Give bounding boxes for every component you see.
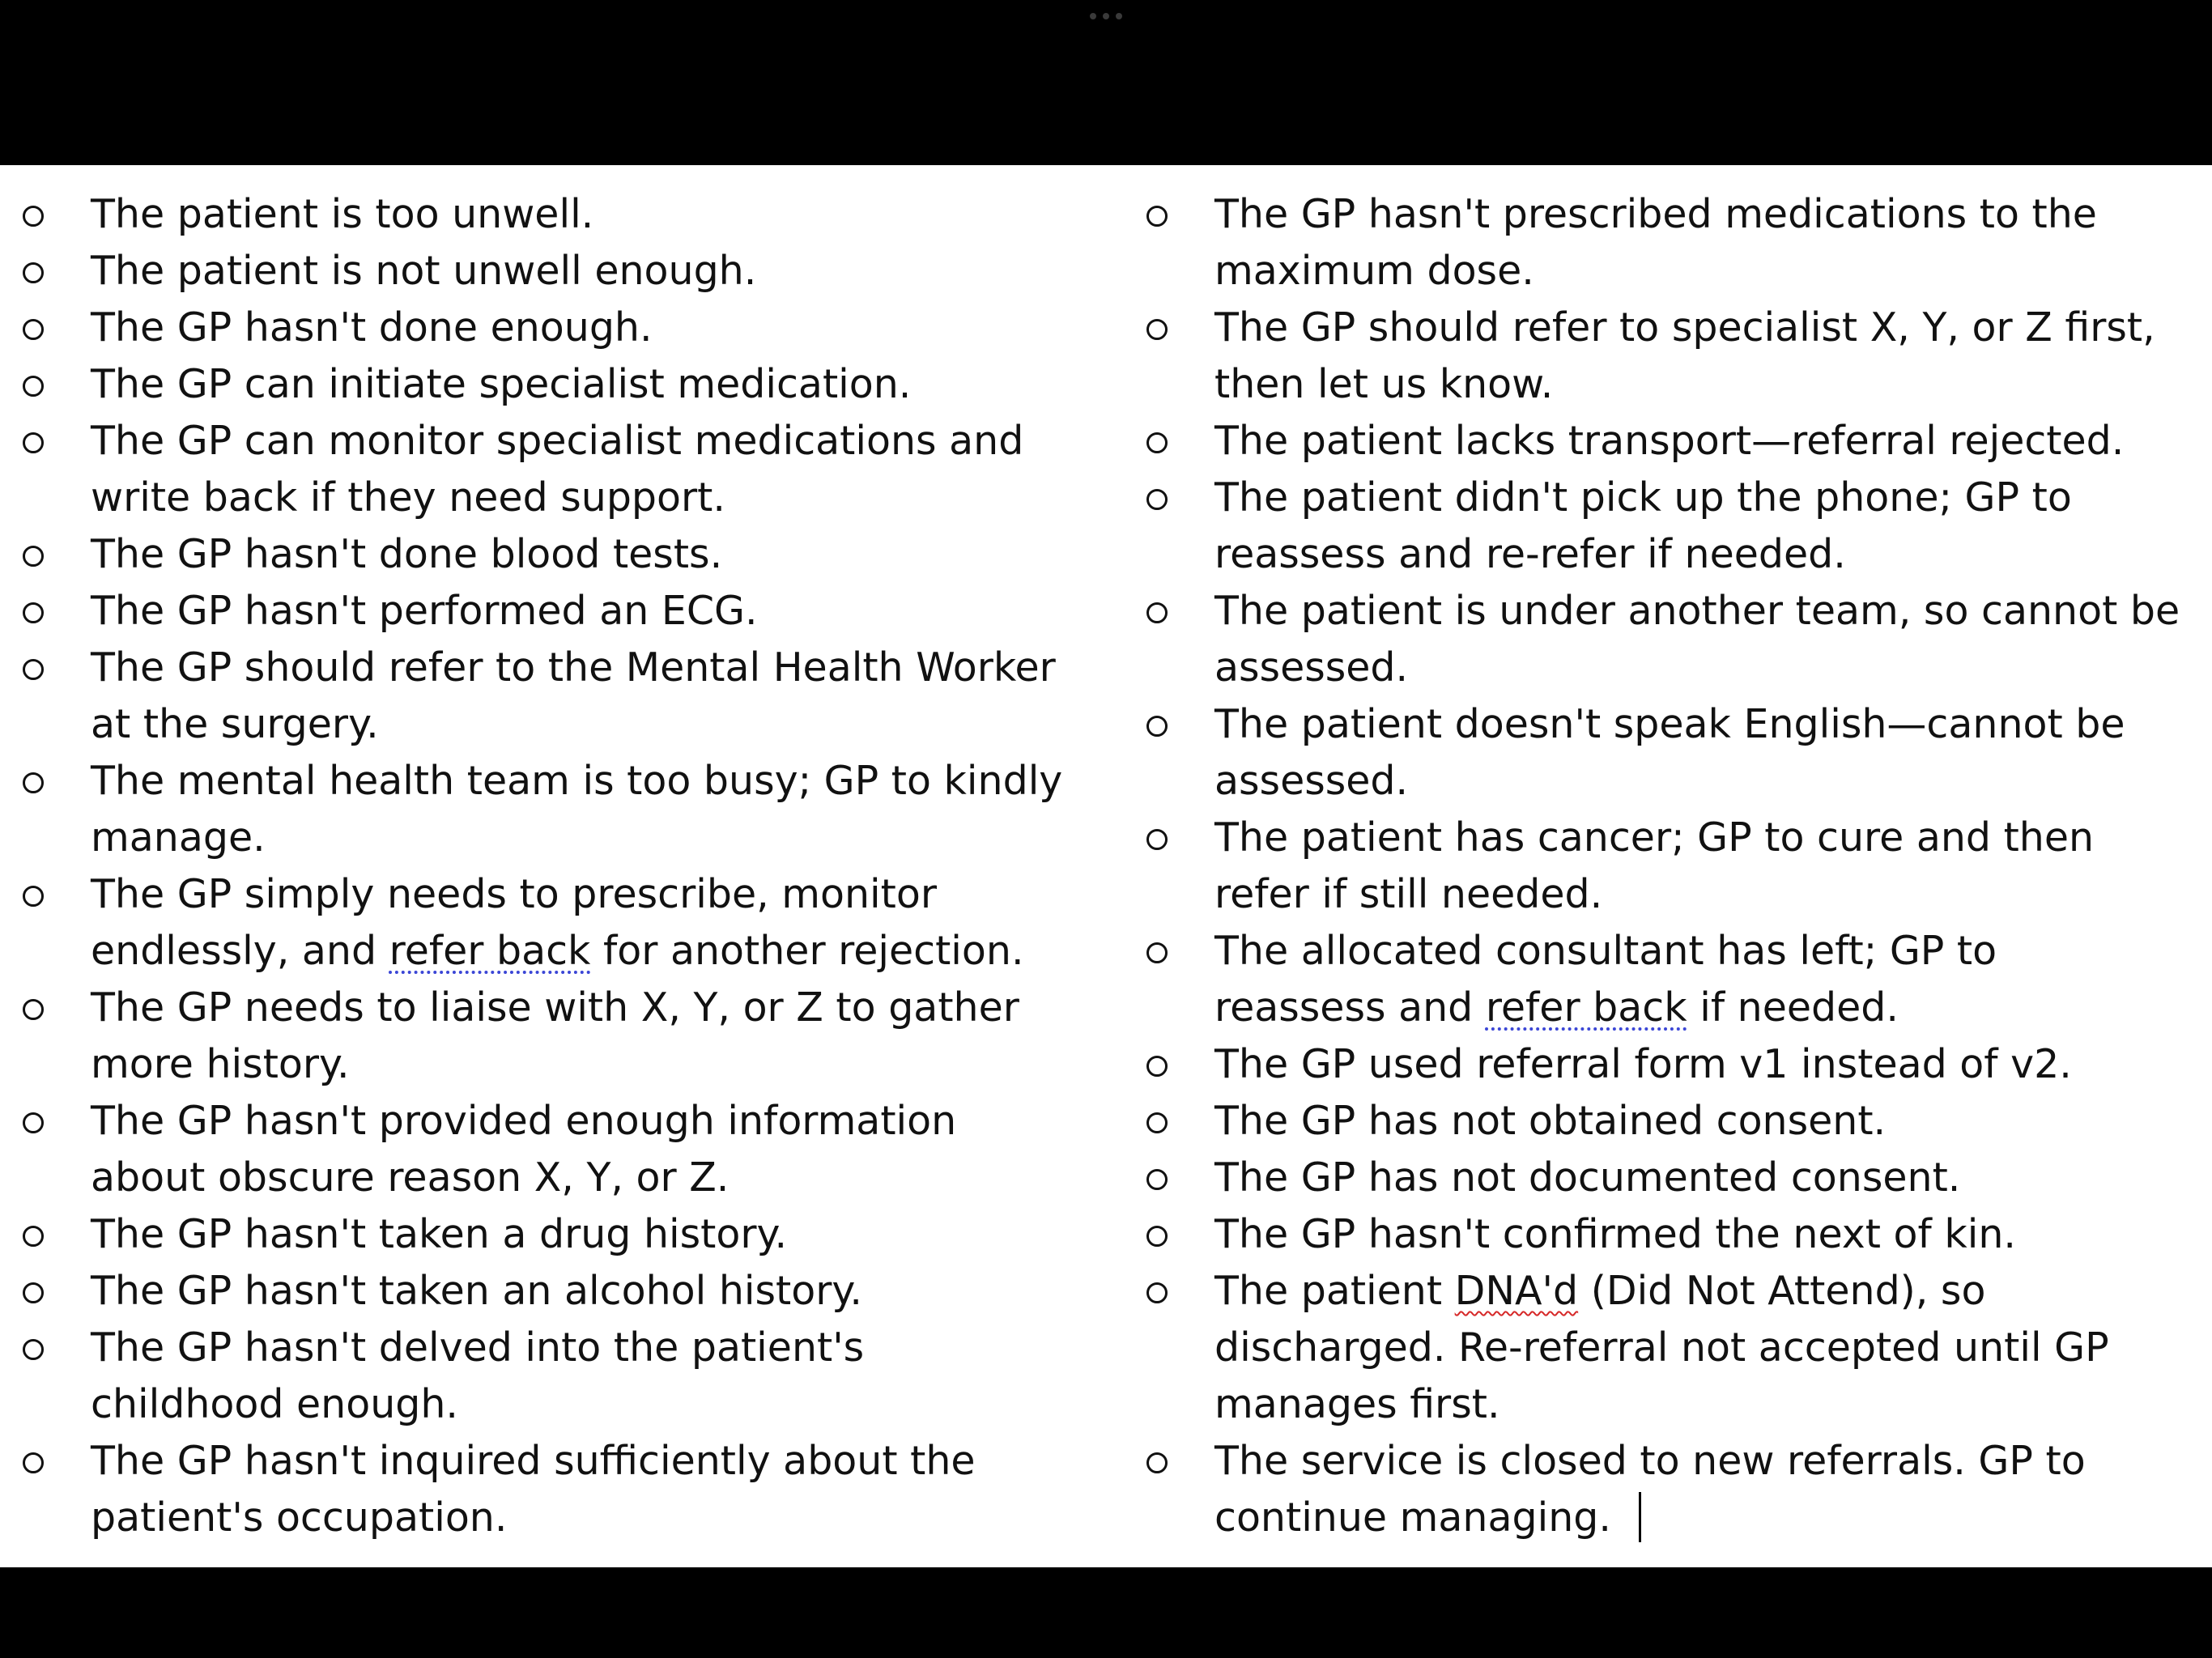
text-line-with-proofing: reassess and refer back if needed.	[1214, 984, 1899, 1031]
bullet-circle-icon	[1146, 1452, 1168, 1473]
bullet-circle-icon	[23, 1282, 44, 1303]
bullet-circle-icon	[1146, 1056, 1168, 1077]
bullet-circle-icon	[1146, 829, 1168, 850]
list-item[interactable]: The GP hasn't taken an alcohol history.	[23, 1263, 1100, 1320]
bullet-circle-icon	[1146, 942, 1168, 963]
document-page[interactable]	[0, 165, 2212, 1567]
bullet-circle-icon	[23, 772, 44, 793]
bullet-circle-icon	[23, 886, 44, 907]
list-item[interactable]: The GP needs to liaise with X, Y, or Z to gather more history.	[23, 980, 1100, 1093]
bullet-circle-icon	[1146, 489, 1168, 510]
bullet-circle-icon	[1146, 206, 1168, 227]
bullet-circle-icon	[23, 1452, 44, 1473]
list-item[interactable]: The GP hasn't prescribed medications to the maximum dose.	[1146, 186, 2199, 300]
list-item[interactable]: The GP has not documented consent.	[1146, 1150, 2199, 1206]
bullet-circle-icon	[23, 206, 44, 227]
text-line-with-proofing: The patient DNA'd (Did Not Attend), so	[1214, 1268, 1986, 1314]
list-item[interactable]: The GP hasn't delved into the patient's childhood enough.	[23, 1320, 1100, 1433]
bullet-circle-icon	[23, 262, 44, 283]
bullet-circle-icon	[23, 546, 44, 567]
list-item[interactable]: The GP hasn't done enough.	[23, 300, 1100, 356]
list-item[interactable]: The patient doesn't speak English—cannot be assessed.	[1146, 696, 2199, 810]
list-item[interactable]: The GP hasn't taken a drug history.	[23, 1206, 1100, 1263]
bullet-circle-icon	[1146, 1282, 1168, 1303]
bullet-circle-icon	[23, 659, 44, 680]
bullet-circle-icon	[1146, 1226, 1168, 1247]
list-item[interactable]: The patient didn't pick up the phone; GP to reassess and re-refer if needed.	[1146, 470, 2199, 583]
text-line-with-proofing: endlessly, and refer back for another rejection.	[91, 928, 1024, 974]
list-item[interactable]: The patient is under another team, so cannot be assessed.	[1146, 583, 2199, 696]
list-item[interactable]: The GP hasn't confirmed the next of kin.	[1146, 1206, 2199, 1263]
bullet-circle-icon	[23, 999, 44, 1020]
text-line-with-cursor: continue managing.	[1214, 1490, 2199, 1546]
bullet-circle-icon	[23, 319, 44, 340]
list-item[interactable]: The GP hasn't inquired sufficiently about the patient's occupation.	[23, 1433, 1100, 1546]
list-item[interactable]: The GP can initiate specialist medication.	[23, 356, 1100, 413]
list-item[interactable]: The patient has cancer; GP to cure and then refer if still needed.	[1146, 810, 2199, 923]
multitasking-handle[interactable]	[1090, 13, 1122, 21]
list-item[interactable]: The patient is too unwell.	[23, 186, 1100, 243]
handle-dot-icon	[1090, 13, 1096, 19]
bullet-circle-icon	[23, 1226, 44, 1247]
list-item[interactable]: The patient lacks transport—referral rejected.	[1146, 413, 2199, 470]
bullet-circle-icon	[23, 432, 44, 453]
top-black-bar	[0, 0, 2212, 165]
bullet-circle-icon	[1146, 602, 1168, 623]
bottom-black-bar	[0, 1567, 2212, 1658]
bullet-circle-icon	[1146, 716, 1168, 737]
handle-dot-icon	[1103, 13, 1109, 19]
bullet-circle-icon	[23, 1339, 44, 1360]
spelling-error[interactable]: DNA'd	[1454, 1268, 1579, 1314]
right-column-list	[1146, 186, 2199, 1546]
list-item[interactable]: The mental health team is too busy; GP to kindly manage.	[23, 753, 1100, 866]
list-item[interactable]: The GP simply needs to prescribe, monitor endlessly, and refer back for another rejection.	[23, 866, 1100, 980]
bullet-circle-icon	[23, 376, 44, 397]
list-item[interactable]: The GP has not obtained consent.	[1146, 1093, 2199, 1150]
list-item[interactable]: The allocated consultant has left; GP to reassess and refer back if needed.	[1146, 923, 2199, 1036]
bullet-circle-icon	[23, 602, 44, 623]
bullet-circle-icon	[1146, 1112, 1168, 1133]
list-item[interactable]: The patient DNA'd (Did Not Attend), so discharged. Re-referral not accepted until GP manages first.	[1146, 1263, 2199, 1433]
list-item[interactable]: The GP hasn't done blood tests.	[23, 526, 1100, 583]
list-item[interactable]: The GP can monitor specialist medications and write back if they need support.	[23, 413, 1100, 526]
grammar-suggestion[interactable]: refer back	[389, 928, 591, 974]
list-item[interactable]: The GP should refer to the Mental Health Worker at the surgery.	[23, 640, 1100, 753]
list-item[interactable]: The GP should refer to specialist X, Y, or Z first, then let us know.	[1146, 300, 2199, 413]
list-item[interactable]: The GP hasn't provided enough information about obscure reason X, Y, or Z.	[23, 1093, 1100, 1206]
handle-dot-icon	[1116, 13, 1122, 19]
bullet-circle-icon	[1146, 1169, 1168, 1190]
list-item[interactable]: The GP hasn't performed an ECG.	[23, 583, 1100, 640]
bullet-circle-icon	[23, 1112, 44, 1133]
text-cursor	[1639, 1492, 1641, 1542]
list-item[interactable]: The patient is not unwell enough.	[23, 243, 1100, 300]
bullet-circle-icon	[1146, 319, 1168, 340]
left-column-list	[23, 186, 1100, 1546]
list-item[interactable]: The service is closed to new referrals. GP to continue managing.	[1146, 1433, 2199, 1546]
list-item[interactable]: The GP used referral form v1 instead of v2.	[1146, 1036, 2199, 1093]
grammar-suggestion[interactable]: refer back	[1485, 984, 1687, 1031]
bullet-circle-icon	[1146, 432, 1168, 453]
